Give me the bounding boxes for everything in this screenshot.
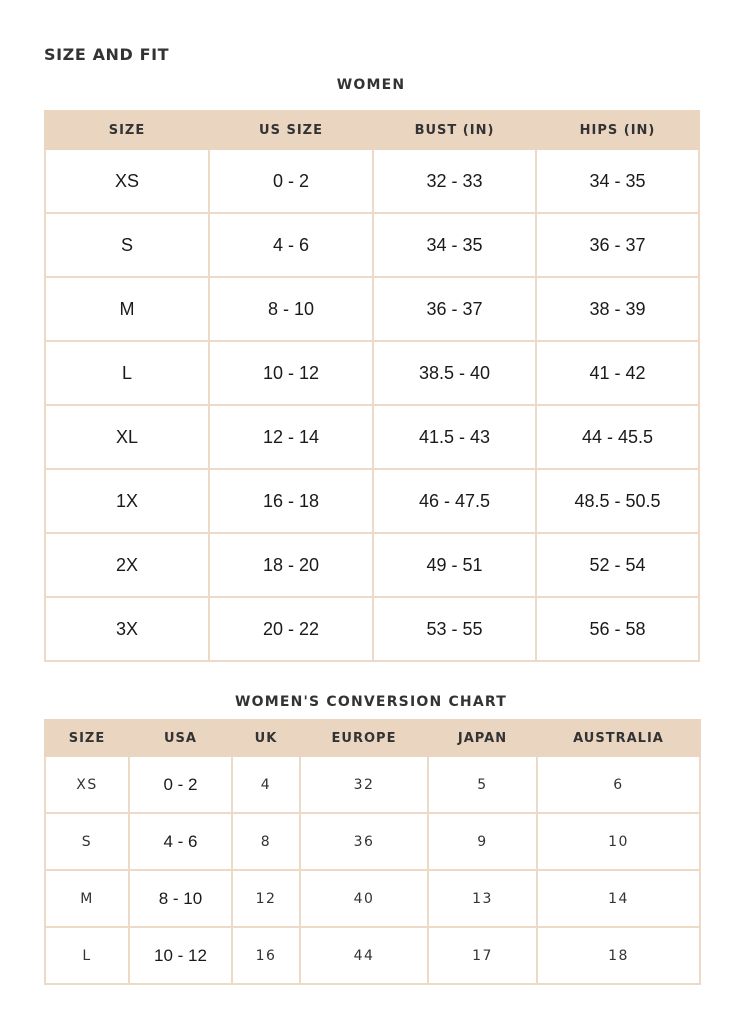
cell-us-size: 0 - 2 (209, 149, 373, 213)
table-row (45, 533, 699, 597)
cell-uk: 12 (232, 870, 300, 927)
column-header-japan: JAPAN (428, 720, 537, 756)
page-title: SIZE AND FIT (44, 45, 170, 64)
table-header-row (45, 111, 699, 149)
cell-size: 3X (45, 597, 209, 661)
cell-bust: 41.5 - 43 (373, 405, 536, 469)
cell-size: S (45, 813, 129, 870)
column-header-usa: USA (129, 720, 232, 756)
cell-us-size: 8 - 10 (209, 277, 373, 341)
cell-japan: 5 (428, 756, 537, 813)
column-header-bust: BUST (IN) (373, 111, 536, 149)
cell-bust: 34 - 35 (373, 213, 536, 277)
cell-bust: 38.5 - 40 (373, 341, 536, 405)
cell-bust: 32 - 33 (373, 149, 536, 213)
table-row (45, 813, 700, 870)
table-row (45, 927, 700, 984)
cell-us-size: 16 - 18 (209, 469, 373, 533)
cell-uk: 16 (232, 927, 300, 984)
women-table-title: WOMEN (336, 77, 406, 93)
conversion-chart-table (44, 719, 701, 985)
cell-size: XS (45, 149, 209, 213)
column-header-europe: EUROPE (300, 720, 428, 756)
conversion-chart-title: WOMEN'S CONVERSION CHART (235, 694, 507, 710)
cell-hips: 56 - 58 (536, 597, 699, 661)
column-header-us-size: US SIZE (209, 111, 373, 149)
cell-size: 2X (45, 533, 209, 597)
cell-uk: 4 (232, 756, 300, 813)
cell-usa: 10 - 12 (129, 927, 232, 984)
table-row (45, 870, 700, 927)
cell-size: 1X (45, 469, 209, 533)
cell-size: M (45, 870, 129, 927)
cell-europe: 40 (300, 870, 428, 927)
cell-us-size: 20 - 22 (209, 597, 373, 661)
cell-size: L (45, 341, 209, 405)
cell-size: XS (45, 756, 129, 813)
table-row (45, 469, 699, 533)
cell-us-size: 10 - 12 (209, 341, 373, 405)
cell-usa: 0 - 2 (129, 756, 232, 813)
cell-us-size: 4 - 6 (209, 213, 373, 277)
cell-usa: 8 - 10 (129, 870, 232, 927)
cell-size: L (45, 927, 129, 984)
cell-europe: 36 (300, 813, 428, 870)
table-row (45, 149, 699, 213)
column-header-size: SIZE (45, 720, 129, 756)
cell-bust: 53 - 55 (373, 597, 536, 661)
table-row (45, 756, 700, 813)
column-header-uk: UK (232, 720, 300, 756)
column-header-australia: AUSTRALIA (537, 720, 700, 756)
cell-hips: 38 - 39 (536, 277, 699, 341)
cell-us-size: 12 - 14 (209, 405, 373, 469)
cell-europe: 32 (300, 756, 428, 813)
cell-japan: 17 (428, 927, 537, 984)
cell-size: S (45, 213, 209, 277)
table-row (45, 277, 699, 341)
cell-bust: 49 - 51 (373, 533, 536, 597)
cell-hips: 52 - 54 (536, 533, 699, 597)
cell-europe: 44 (300, 927, 428, 984)
column-header-size: SIZE (45, 111, 209, 149)
table-row (45, 597, 699, 661)
cell-usa: 4 - 6 (129, 813, 232, 870)
cell-bust: 46 - 47.5 (373, 469, 536, 533)
cell-japan: 13 (428, 870, 537, 927)
cell-size: M (45, 277, 209, 341)
cell-hips: 44 - 45.5 (536, 405, 699, 469)
cell-australia: 18 (537, 927, 700, 984)
cell-hips: 34 - 35 (536, 149, 699, 213)
cell-uk: 8 (232, 813, 300, 870)
cell-bust: 36 - 37 (373, 277, 536, 341)
cell-australia: 14 (537, 870, 700, 927)
cell-hips: 41 - 42 (536, 341, 699, 405)
women-size-table (44, 110, 700, 662)
cell-us-size: 18 - 20 (209, 533, 373, 597)
cell-japan: 9 (428, 813, 537, 870)
cell-size: XL (45, 405, 209, 469)
column-header-hips: HIPS (IN) (536, 111, 699, 149)
cell-australia: 10 (537, 813, 700, 870)
cell-hips: 48.5 - 50.5 (536, 469, 699, 533)
table-row (45, 405, 699, 469)
table-row (45, 341, 699, 405)
cell-hips: 36 - 37 (536, 213, 699, 277)
cell-australia: 6 (537, 756, 700, 813)
table-row (45, 213, 699, 277)
table-header-row (45, 720, 700, 756)
